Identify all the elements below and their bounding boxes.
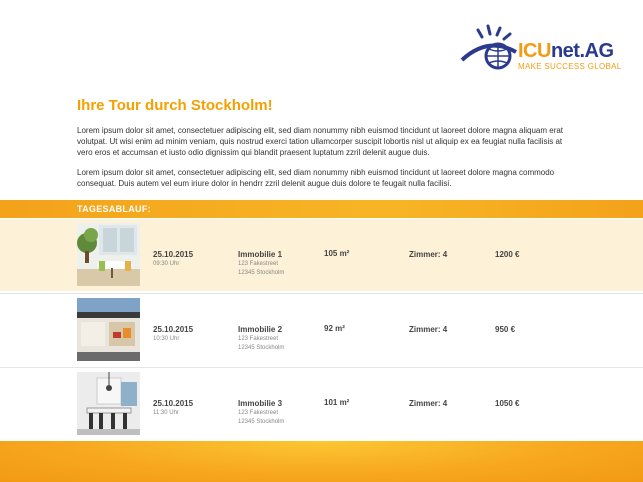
property-city: 12345 Stockholm — [238, 419, 285, 425]
tour-time: 09:30 Uhr — [153, 261, 180, 267]
tour-time: 11:30 Uhr — [153, 410, 179, 416]
property-photo[interactable] — [77, 372, 140, 435]
logo-tagline: MAKE SUCCESS GLOBAL — [518, 62, 622, 71]
property-photo[interactable] — [77, 298, 140, 361]
property-row[interactable] — [0, 293, 643, 366]
property-street: 123 Fakestreet — [238, 336, 279, 342]
property-row[interactable] — [0, 219, 643, 291]
intro-paragraph-2: Lorem ipsum dolor sit amet, consectetuer adipiscing elit, sed diam nonummy nibh euismod tincidunt ut laoreet dolore magna commodo consequat. Duis autem vel eum iriure dolor in hendrr zzril delenit augue duis dolore te feugait nulla facilisi. — [77, 168, 555, 188]
property-rooms: Zimmer: 4 — [409, 399, 448, 408]
property-area: 101 m² — [324, 398, 350, 407]
logo-wordmark: ICUnet.AG — [518, 40, 614, 62]
property-price: 1200 € — [495, 250, 520, 259]
property-area: 92 m² — [324, 324, 345, 333]
property-name: Immobilie 3 — [238, 399, 283, 408]
schedule-header-bar — [0, 200, 643, 218]
page-title: Ihre Tour durch Stockholm! — [77, 97, 273, 114]
property-area: 105 m² — [324, 249, 350, 258]
tour-date: 25.10.2015 — [153, 250, 194, 259]
property-rooms: Zimmer: 4 — [409, 250, 448, 259]
property-street: 123 Fakestreet — [238, 261, 279, 267]
property-row[interactable] — [0, 367, 643, 440]
property-rooms: Zimmer: 4 — [409, 325, 448, 334]
property-city: 12345 Stockholm — [238, 270, 285, 276]
tour-date: 25.10.2015 — [153, 399, 194, 408]
intro-paragraph-1: Lorem ipsum dolor sit amet, consectetuer adipiscing elit, sed diam nonummy nibh euismod tincidunt ut laoreet dolore magna aliquam erat volutpat. Ut wisi enim ad minim veniam, quis nostrud exerci tation ullamcorper suscipit lobortis nisl ut aliquip ex ea feugiat nulla facilisis at vero eros et accumsan et iusto odio dignissim qui blandit praesent luptatum zzril delenit augue duis. — [77, 126, 564, 157]
tour-time: 10:30 Uhr — [153, 336, 180, 342]
property-price: 1050 € — [495, 399, 520, 408]
company-logo — [458, 22, 626, 74]
property-name: Immobilie 1 — [238, 250, 283, 259]
eye-globe-icon — [458, 22, 518, 74]
property-city: 12345 Stockholm — [238, 345, 285, 351]
tour-date: 25.10.2015 — [153, 325, 194, 334]
property-street: 123 Fakestreet — [238, 410, 279, 416]
schedule-header-label: TAGESABLAUF: — [77, 204, 151, 214]
footer-banner — [0, 441, 643, 482]
property-photo[interactable] — [77, 223, 140, 286]
property-price: 950 € — [495, 325, 516, 334]
property-name: Immobilie 2 — [238, 325, 283, 334]
